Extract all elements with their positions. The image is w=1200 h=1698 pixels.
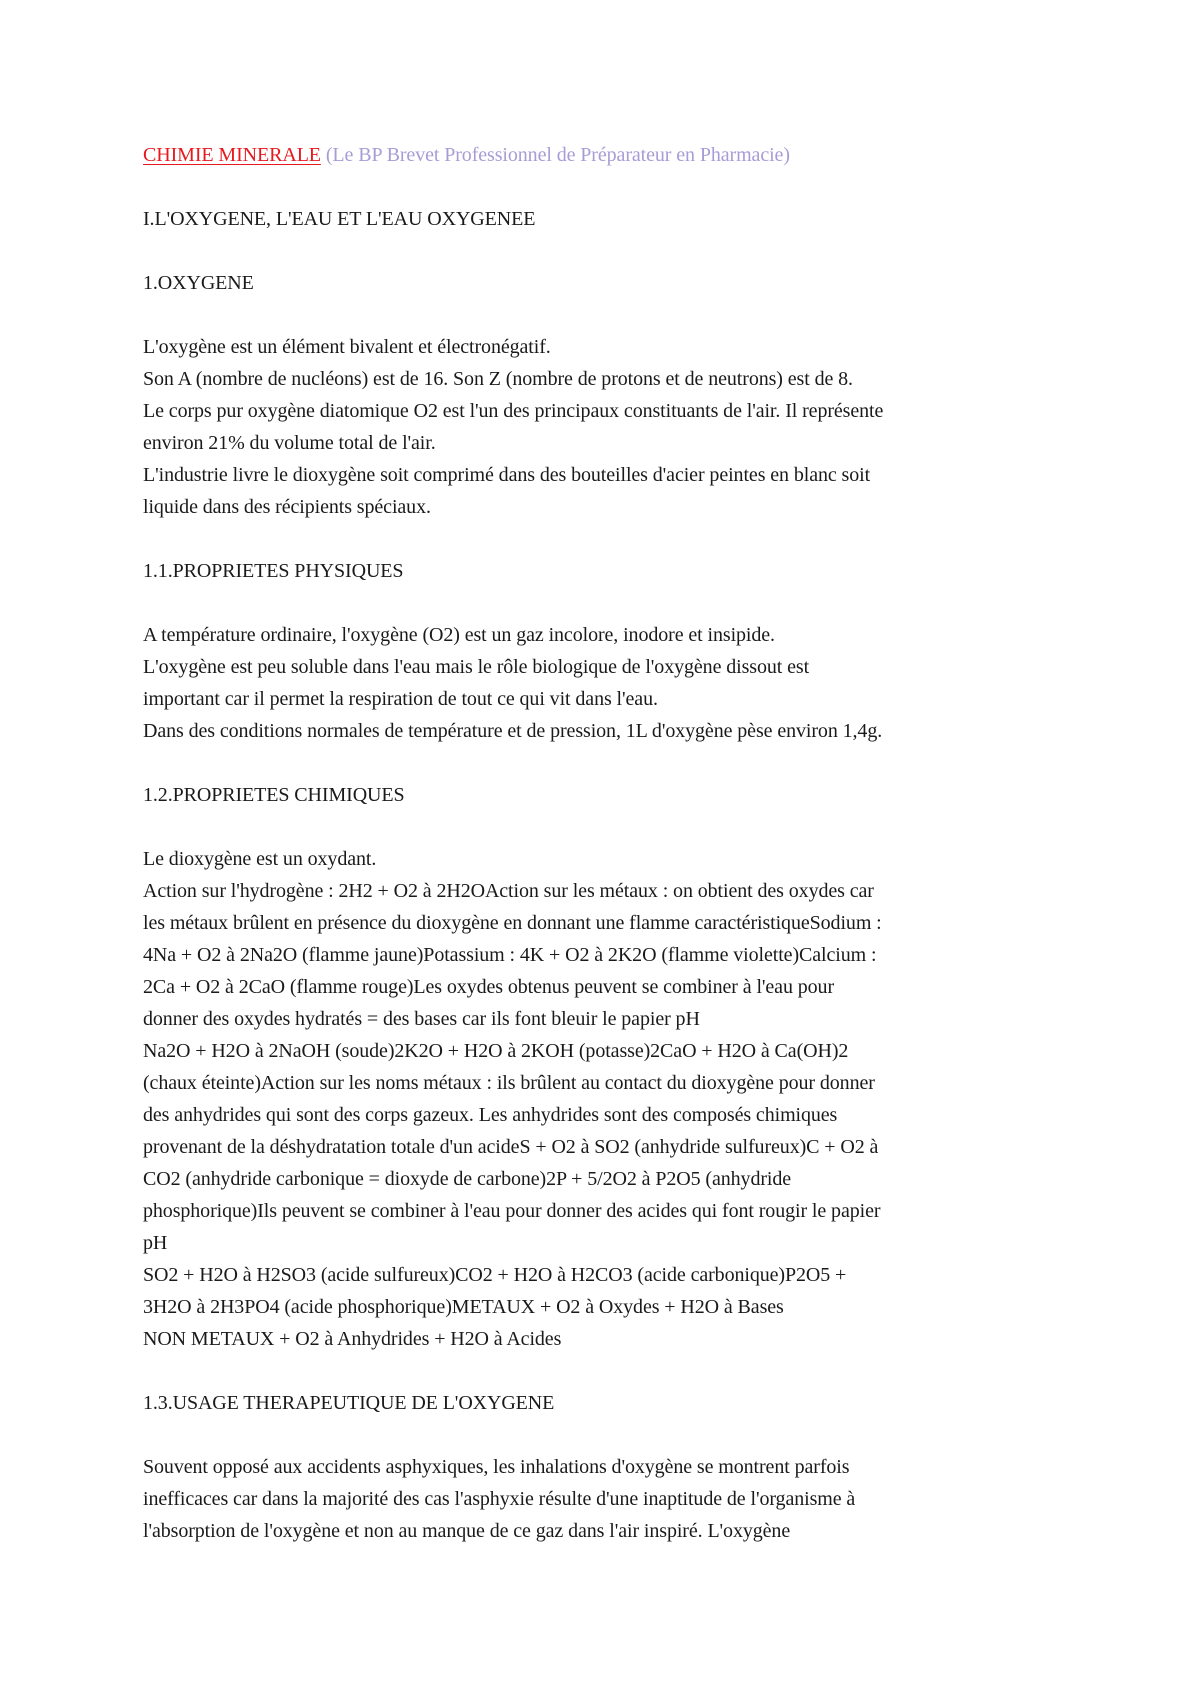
text-line: donner des oxydes hydratés = des bases car ils font bleuir le papier pH: [143, 1008, 700, 1030]
text-line: 4Na + O2 à 2Na2O (flamme jaune)Potassium : 4K + O2 à 2K2O (flamme violette)Calcium :: [143, 944, 877, 966]
text-line: Son A (nombre de nucléons) est de 16. Son Z (nombre de protons et de neutrons) est de 8.: [143, 368, 853, 390]
text-line: phosphorique)Ils peuvent se combiner à l'eau pour donner des acides qui font rougir le papier: [143, 1200, 881, 1222]
text-line: Souvent opposé aux accidents asphyxiques, les inhalations d'oxygène se montrent parfois: [143, 1456, 850, 1478]
title-subtitle: (Le BP Brevet Professionnel de Préparateur en Pharmacie): [325, 144, 790, 166]
text-line: inefficaces car dans la majorité des cas l'asphyxie résulte d'une inaptitude de l'organisme à: [143, 1488, 856, 1510]
text-line: Na2O + H2O à 2NaOH (soude)2K2O + H2O à 2KOH (potasse)2CaO + H2O à Ca(OH)2: [143, 1040, 849, 1062]
text-line: provenant de la déshydratation totale d'un acideS + O2 à SO2 (anhydride sulfureux)C + O2 à: [143, 1136, 879, 1158]
document-title: [143, 139, 1073, 171]
text-line: 3H2O à 2H3PO4 (acide phosphorique)METAUX + O2 à Oxydes + H2O à Bases: [143, 1296, 784, 1318]
physical-properties-heading: 1.1.PROPRIETES PHYSIQUES: [143, 560, 404, 582]
subsection-title: 1.OXYGENE: [143, 272, 254, 294]
text-line: Le dioxygène est un oxydant.: [143, 848, 377, 870]
text-line: environ 21% du volume total de l'air.: [143, 432, 436, 454]
text-line: (chaux éteinte)Action sur les noms métaux : ils brûlent au contact du dioxygène pour donner: [143, 1072, 875, 1094]
text-line: Dans des conditions normales de température et de pression, 1L d'oxygène pèse environ 1,4g.: [143, 720, 883, 742]
text-line: NON METAUX + O2 à Anhydrides + H2O à Acides: [143, 1328, 562, 1350]
text-line: l'absorption de l'oxygène et non au manque de ce gaz dans l'air inspiré. L'oxygène: [143, 1520, 791, 1542]
title-main: CHIMIE MINERALE: [143, 144, 321, 166]
intro-paragraph: [143, 331, 1073, 523]
section-title: I.L'OXYGENE, L'EAU ET L'EAU OXYGENEE: [143, 208, 536, 230]
text-line: Action sur l'hydrogène : 2H2 + O2 à 2H2OAction sur les métaux : on obtient des oxydes car: [143, 880, 874, 902]
text-line: L'oxygène est peu soluble dans l'eau mais le rôle biologique de l'oxygène dissout est: [143, 656, 810, 678]
text-line: pH: [143, 1232, 168, 1254]
text-line: 2Ca + O2 à 2CaO (flamme rouge)Les oxydes obtenus peuvent se combiner à l'eau pour: [143, 976, 835, 998]
text-line: L'oxygène est un élément bivalent et électronégatif.: [143, 336, 551, 358]
chemical-properties-heading: 1.2.PROPRIETES CHIMIQUES: [143, 784, 405, 806]
chemical-properties-paragraph: [143, 843, 1073, 1355]
text-line: Le corps pur oxygène diatomique O2 est l'un des principaux constituants de l'air. Il représente: [143, 400, 884, 422]
text-line: important car il permet la respiration de tout ce qui vit dans l'eau.: [143, 688, 658, 710]
text-line: L'industrie livre le dioxygène soit comprimé dans des bouteilles d'acier peintes en blanc soit: [143, 464, 871, 486]
document-page: [143, 139, 1073, 1547]
therapeutic-usage-heading: 1.3.USAGE THERAPEUTIQUE DE L'OXYGENE: [143, 1392, 555, 1414]
physical-properties-paragraph: [143, 619, 1073, 747]
text-line: CO2 (anhydride carbonique = dioxyde de carbone)2P + 5/2O2 à P2O5 (anhydride: [143, 1168, 792, 1190]
text-line: des anhydrides qui sont des corps gazeux. Les anhydrides sont des composés chimiques: [143, 1104, 838, 1126]
text-line: liquide dans des récipients spéciaux.: [143, 496, 431, 518]
text-line: A température ordinaire, l'oxygène (O2) est un gaz incolore, inodore et insipide.: [143, 624, 775, 646]
therapeutic-usage-paragraph: [143, 1451, 1073, 1547]
text-line: les métaux brûlent en présence du dioxygène en donnant une flamme caractéristiqueSodium :: [143, 912, 882, 934]
text-line: SO2 + H2O à H2SO3 (acide sulfureux)CO2 + H2O à H2CO3 (acide carbonique)P2O5 +: [143, 1264, 847, 1286]
